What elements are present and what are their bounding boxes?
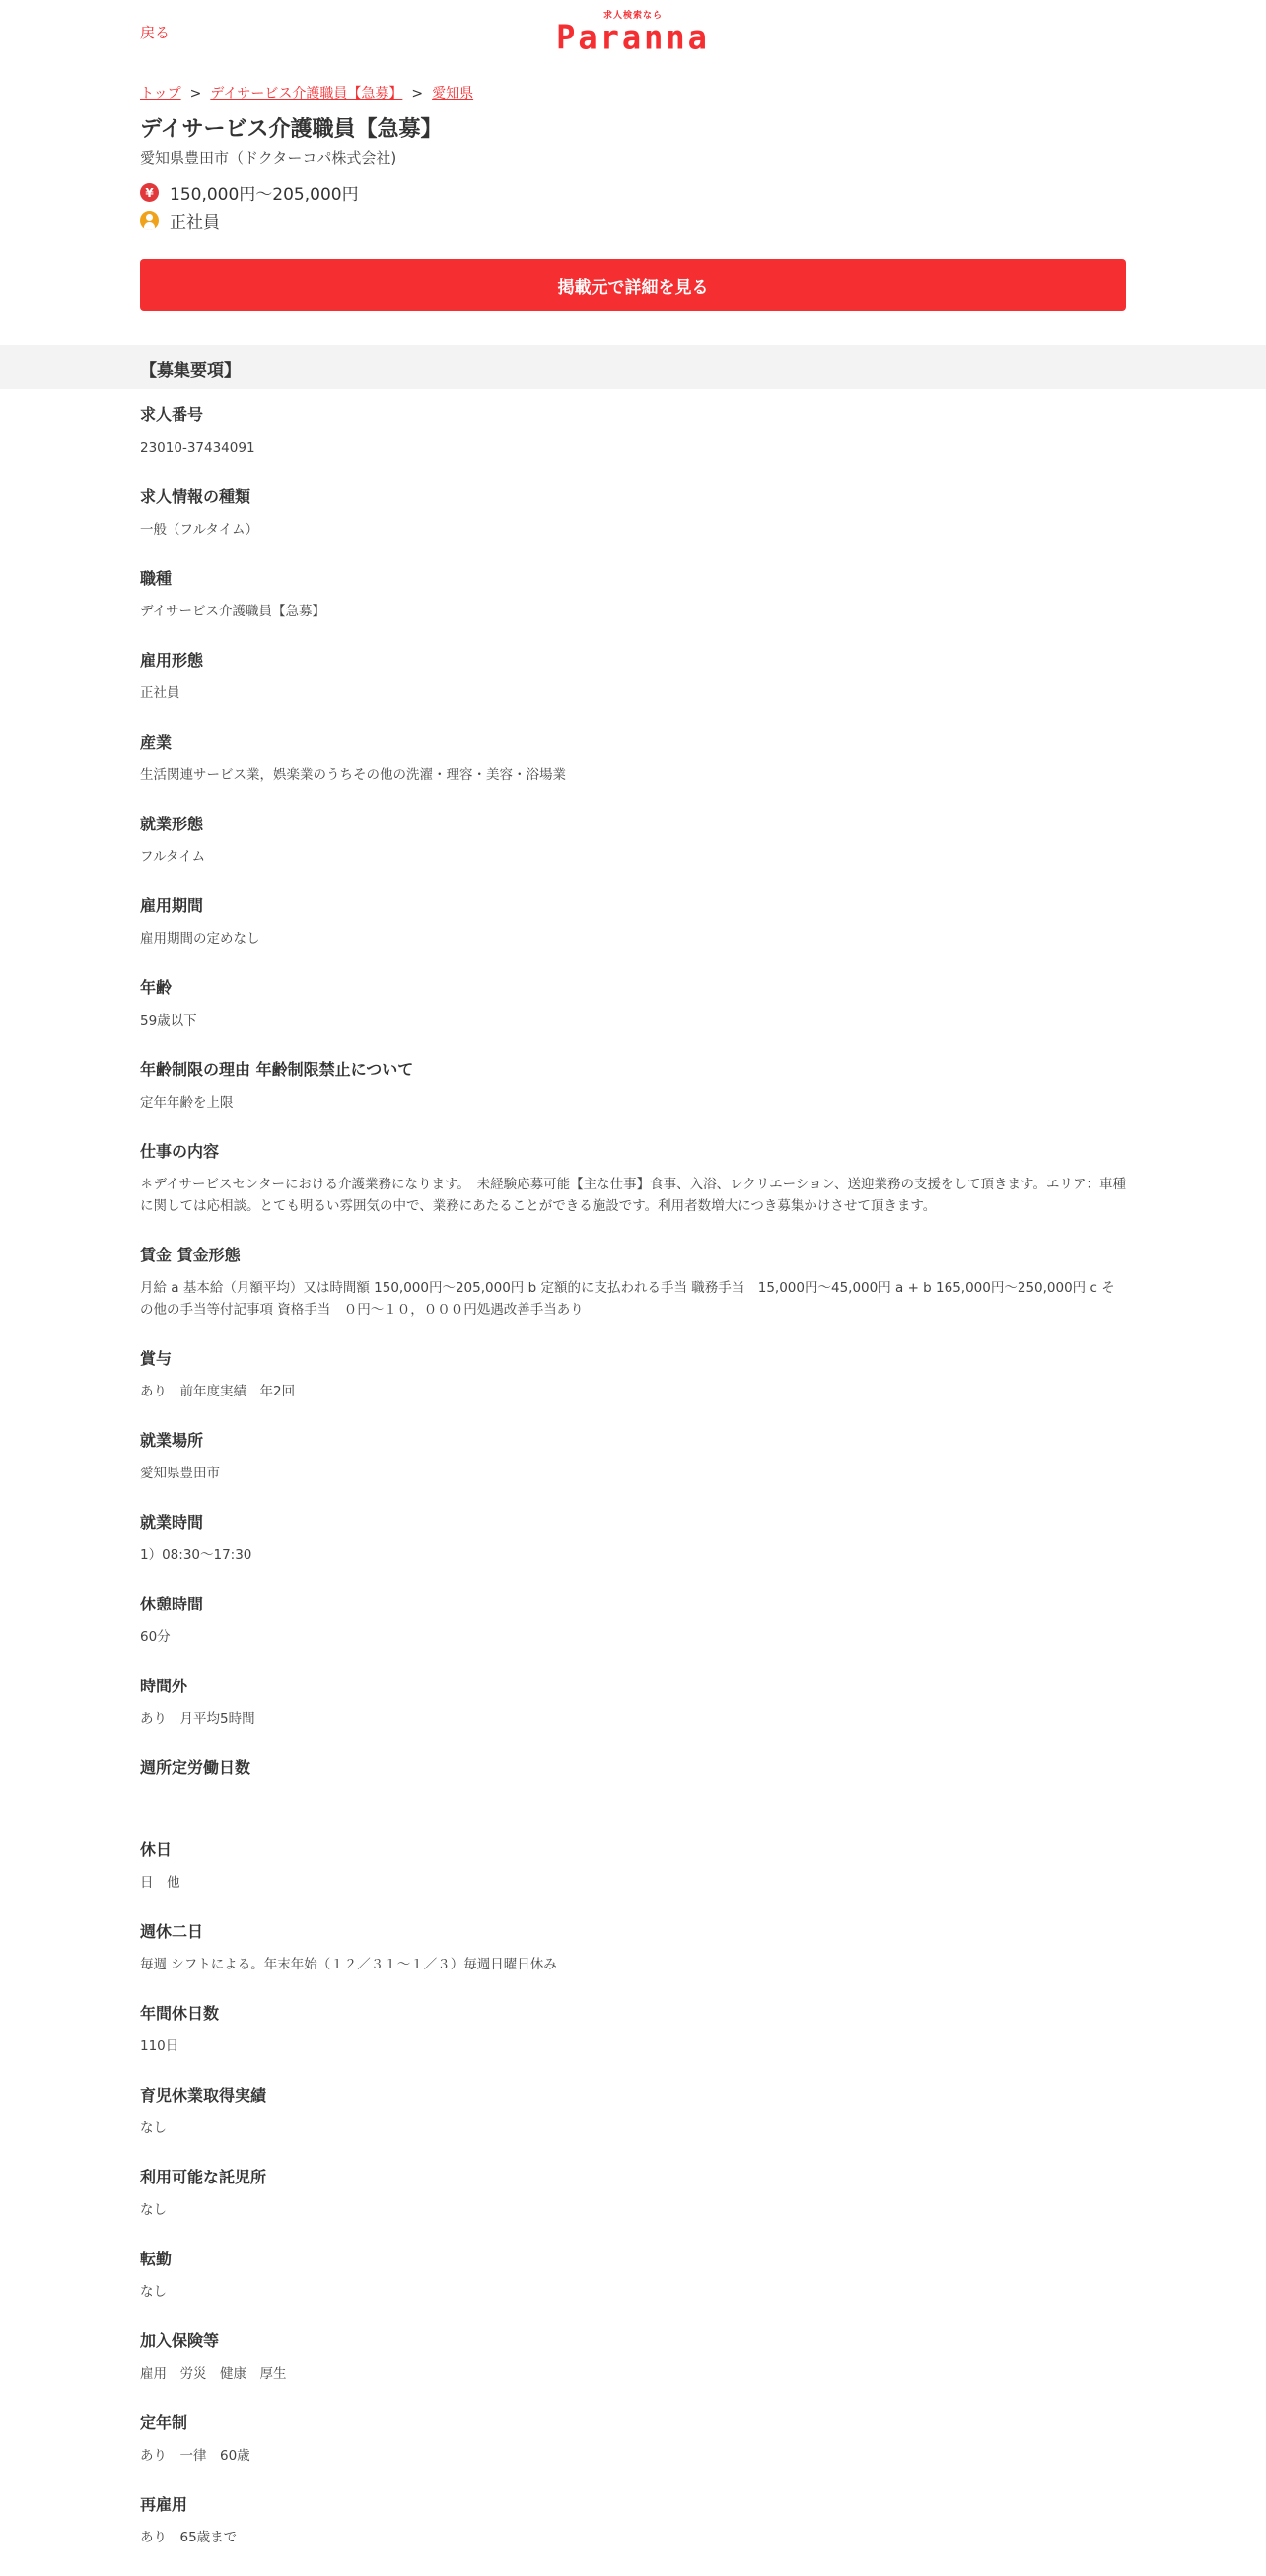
detail-value: あり 一律 60歳	[140, 2448, 250, 2464]
detail-value: 月給 a 基本給（月額平均）又は時間額 150,000円～205,000円 b 定額的に支払われる手当 職務手当 15,000円～45,000円 a + b 165,000円～250,000円 c その他の手当等付記事項 資格手当 ０円～１０，０００円処遇改善手当あり	[140, 1280, 1115, 1318]
detail-value: 愛知県豊田市	[140, 1466, 220, 1481]
detail-item	[140, 2003, 1126, 2085]
detail-label: 育児休業取得実績	[140, 2086, 267, 2105]
detail-value: なし	[140, 2202, 167, 2218]
detail-label: 週所定労働日数	[140, 1758, 251, 1777]
header	[0, 0, 1266, 61]
detail-label: 年齢	[140, 978, 173, 997]
detail-value: 雇用期間の定めなし	[140, 931, 260, 947]
employment-type: 正社員	[170, 213, 220, 233]
detail-item	[140, 404, 1126, 486]
detail-item	[140, 1245, 1126, 1348]
detail-value: なし	[140, 2284, 167, 2300]
yen-icon: ¥	[140, 183, 159, 202]
back-link[interactable]: 戻る	[140, 24, 171, 41]
detail-value: 110日	[140, 2039, 179, 2054]
detail-item	[140, 732, 1126, 814]
detail-label: 賃金 賃金形態	[140, 1246, 241, 1264]
detail-value: 生活関連サービス業，娯楽業のうちその他の洗濯・理容・美容・浴場業	[140, 767, 566, 783]
detail-label: 雇用期間	[140, 896, 204, 915]
detail-value: 23010-37434091	[140, 440, 255, 456]
detail-value: 日 他	[140, 1875, 180, 1891]
detail-label: 雇用形態	[140, 651, 204, 670]
detail-item	[140, 1430, 1126, 1512]
detail-value: あり 前年度実績 年2回	[140, 1384, 296, 1399]
requirements-list	[140, 404, 1126, 2576]
detail-label: 利用可能な託児所	[140, 2168, 267, 2186]
detail-item	[140, 1757, 1126, 1839]
detail-label: 再雇用	[140, 2495, 188, 2514]
detail-item	[140, 1348, 1126, 1430]
detail-item	[140, 2085, 1126, 2167]
detail-item	[140, 568, 1126, 650]
detail-value: なし	[140, 2120, 167, 2136]
breadcrumb	[140, 83, 473, 103]
logo-tagline: 求人検索なら	[602, 11, 663, 21]
requirements-section-header	[0, 345, 1266, 389]
detail-label: 就業時間	[140, 1513, 204, 1532]
job-title: デイサービス介護職員【急募】	[140, 117, 443, 142]
breadcrumb-separator: >	[189, 86, 202, 102]
detail-label: 週休二日	[140, 1922, 204, 1941]
detail-label: 加入保険等	[140, 2331, 220, 2350]
section-heading: 【募集要項】	[140, 361, 241, 381]
detail-item	[140, 1141, 1126, 1245]
detail-item	[140, 2167, 1126, 2249]
detail-label: 休日	[140, 1840, 173, 1859]
detail-label: 職種	[140, 569, 173, 588]
detail-item	[140, 977, 1126, 1059]
detail-label: 仕事の内容	[140, 1142, 220, 1161]
company-location: 愛知県豊田市（ドクターコパ株式会社)	[140, 149, 397, 167]
detail-label: 定年制	[140, 2413, 188, 2432]
detail-value: 毎週 シフトによる。年末年始（１２／３１～１／３）毎週日曜日休み	[140, 1957, 557, 1972]
detail-label: 休憩時間	[140, 1595, 204, 1613]
salary-row	[140, 180, 359, 205]
logo-wordmark: Paranna	[556, 18, 710, 57]
detail-value: 正社員	[140, 685, 180, 701]
detail-value: 雇用 労災 健康 厚生	[140, 2366, 287, 2382]
detail-item	[140, 895, 1126, 977]
detail-label: 求人番号	[140, 405, 204, 424]
detail-item	[140, 814, 1126, 895]
breadcrumb-link-top[interactable]: トップ	[140, 86, 181, 102]
breadcrumb-link-job[interactable]: デイサービス介護職員【急募】	[210, 86, 403, 102]
person-icon	[140, 211, 159, 230]
detail-item	[140, 486, 1126, 568]
breadcrumb-separator: >	[411, 86, 424, 102]
detail-value: 一般（フルタイム）	[140, 522, 259, 537]
view-details-button[interactable]: 掲載元で詳細を見る	[140, 259, 1126, 311]
detail-item	[140, 1512, 1126, 1594]
detail-value: あり 65歳まで	[140, 2530, 238, 2545]
breadcrumb-link-prefecture[interactable]: 愛知県	[432, 86, 474, 102]
detail-label: 就業形態	[140, 815, 204, 833]
salary-range: 150,000円～205,000円	[170, 185, 359, 205]
detail-value: 60分	[140, 1629, 171, 1645]
detail-label: 転勤	[140, 2250, 173, 2268]
detail-value: あり 月平均5時間	[140, 1711, 255, 1727]
detail-label: 就業場所	[140, 1431, 204, 1450]
detail-value: デイサービス介護職員【急募】	[140, 604, 326, 619]
paranna-logo[interactable]	[0, 10, 1266, 57]
detail-item	[140, 1059, 1126, 1141]
detail-value: 59歳以下	[140, 1013, 197, 1029]
detail-label: 年間休日数	[140, 2004, 220, 2023]
detail-value: フルタイム	[140, 849, 206, 865]
detail-label: 産業	[140, 733, 173, 751]
employment-type-row	[140, 208, 220, 233]
detail-label: 年齢制限の理由 年齢制限禁止について	[140, 1060, 414, 1079]
detail-item	[140, 1839, 1126, 1921]
detail-label: 時間外	[140, 1677, 188, 1695]
detail-item	[140, 650, 1126, 732]
detail-item	[140, 2412, 1126, 2494]
detail-value: ＊デイサービスセンターにおける介護業務になります。 未経験応募可能【主な仕事】食事、入浴、レクリエーション、送迎業務の支援をして頂きます。エリア：車種に関しては応相談。とても明るい雰囲気の中で、業務にあたることができる施設です。利用者数増大につき募集かけさせて頂きます。	[140, 1177, 1126, 1214]
detail-item	[140, 1676, 1126, 1757]
detail-label: 賞与	[140, 1349, 173, 1368]
detail-item	[140, 2330, 1126, 2412]
detail-item	[140, 2249, 1126, 2330]
detail-value: 1）08:30～17:30	[140, 1547, 252, 1563]
detail-item	[140, 1921, 1126, 2003]
detail-item	[140, 1594, 1126, 1676]
detail-item	[140, 2494, 1126, 2576]
detail-value: 定年年齢を上限	[140, 1095, 234, 1110]
detail-label: 求人情報の種類	[140, 487, 251, 506]
